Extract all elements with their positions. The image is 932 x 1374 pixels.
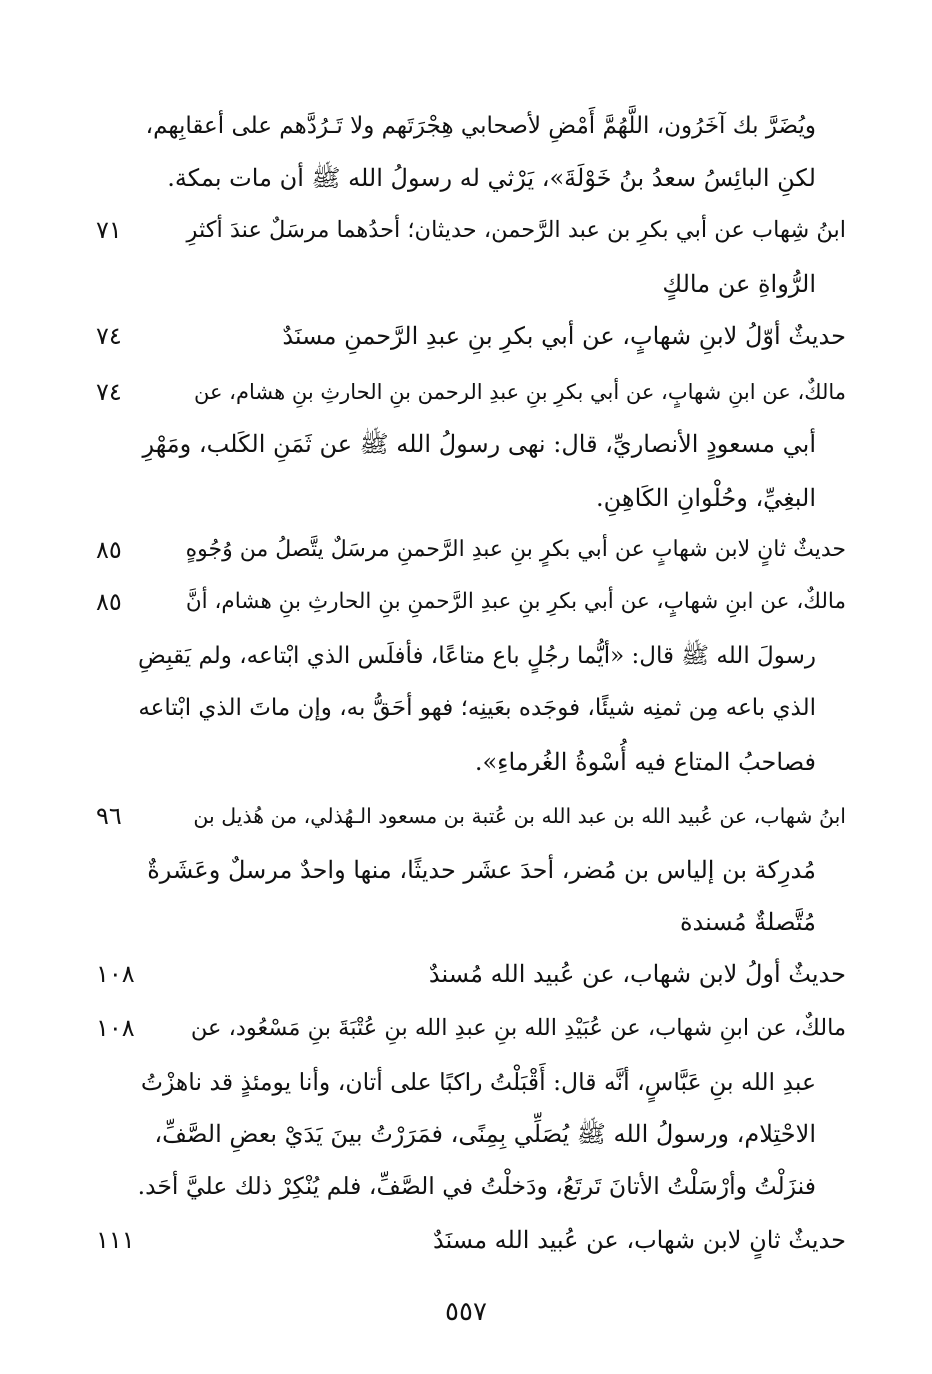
text-line: مُدرِكة بن إلياس بن مُضر، أحدَ عشَر حديثًا، منها واحدٌ مرسلٌ وعَشَرةٌ xyxy=(147,856,816,884)
text-line: الاحْتِلام، ورسولُ الله ﷺ يُصَلِّي بِمِنًى، فمَرَرْتُ بينَ يَدَيْ بعضِ الصَّفِّ، xyxy=(154,1120,816,1148)
page-reference: ٧٤ xyxy=(96,378,122,406)
text-line: البغِيِّ، وحُلْوانِ الكَاهِنِ. xyxy=(596,484,816,512)
entry-heading: مالكٌ، عن ابنِ شهابٍ، عن أبي بكرِ بنِ عبدِ الرَّحمنِ بنِ الحارثِ بنِ هشام، أنَّ xyxy=(185,589,846,614)
entry-heading: حديثٌ ثانٍ لابن شهاب، عن عُبيد الله مسنَدٌ xyxy=(432,1226,846,1254)
text-line: فنزَلْتُ وأرْسَلْتُ الأتانَ تَرتَعُ، ودَخلْتُ في الصَّفِّ، فلم يُنْكِرْ ذلك عليَّ أحَد. xyxy=(137,1172,816,1200)
text-line: الرُّواةِ عن مالكٍ xyxy=(662,270,816,298)
text-line: الذي باعه مِن ثمنِه شيئًا، فوجَده بعَينِه؛ فهو أحَقُّ به، وإن ماتَ الذي ابْتاعه xyxy=(138,695,816,721)
text-line: عبدِ الله بنِ عَبَّاسٍ، أنَّه قال: أَقْبَلْتُ راكبًا على أتان، وأنا يومئذٍ قد ناهزْتُ xyxy=(140,1068,816,1096)
page-reference: ١٠٨ xyxy=(96,960,135,988)
entry-heading: حديثٌ أوّلُ لابنِ شهابٍ، عن أبي بكرِ بنِ عبدِ الرَّحمنِ مسنَدٌ xyxy=(282,322,846,350)
entry-heading: مالكٌ، عن ابنِ شهاب، عن عُبَيْدِ الله بنِ عبدِ الله بنِ عُتْبَةَ بنِ مَسْعُود، عن xyxy=(190,1015,846,1041)
page-reference: ٨٥ xyxy=(96,536,122,564)
page-reference: ٩٦ xyxy=(96,802,122,830)
text-line: مُتَّصلةٌ مُسندة xyxy=(679,908,816,936)
page-reference: ١٠٨ xyxy=(96,1014,135,1042)
page-reference: ٨٥ xyxy=(96,588,122,616)
page-reference: ٧١ xyxy=(96,216,122,244)
text-line: ويُضَرَّ بك آخَرُون، اللَّهُمَّ أَمْضِ لأصحابي هِجْرَتَهم ولا تَـرُدَّهم على أعقابِهم، xyxy=(145,113,816,139)
entry-heading: حديثٌ ثانٍ لابن شهابٍ عن أبي بكرٍ بنِ عبدِ الرَّحمنِ مرسَلٌ يتَّصلُ من وُجُوهٍ xyxy=(185,537,846,562)
entry-heading: ابنُ شهاب، عن عُبيد الله بن عبد الله بن عُتبة بن مسعود الـهُذلي، من هُذيل بن xyxy=(193,804,846,828)
text-line: رسولَ الله ﷺ قال: «أيُّما رجُلٍ باع متاعًا، فأفلَس الذي ابْتاعه، ولم يَقبِضِ xyxy=(138,643,816,669)
entry-heading: مالكٌ، عن ابنِ شهابٍ، عن أبي بكرِ بنِ عبدِ الرحمن بنِ الحارثِ بنِ هشام، عن xyxy=(193,380,846,404)
page-reference: ١١١ xyxy=(96,1226,135,1254)
page-number: ٥٥٧ xyxy=(445,1297,487,1327)
entry-heading: حديثٌ أولُ لابن شهاب، عن عُبيد الله مُسندٌ xyxy=(428,960,846,988)
text-line: لكنِ البائِسُ سعدُ بنُ خَوْلَةَ»، يَرْثي له رسولُ الله ﷺ أن مات بمكة. xyxy=(167,164,816,192)
entry-heading: ابنُ شِهاب عن أبي بكرِ بن عبد الرَّحمن، حديثان؛ أحدُهما مرسَلٌ عندَ أكثرِ xyxy=(186,217,846,243)
text-line: أبي مسعودٍ الأنصاريِّ، قال: نهى رسولُ الله ﷺ عن ثَمَنِ الكَلب، ومَهْرِ xyxy=(142,430,816,458)
text-line: فصاحبُ المتاع فيه أُسْوةُ الغُرماءِ». xyxy=(474,748,816,776)
page-reference: ٧٤ xyxy=(96,322,122,350)
